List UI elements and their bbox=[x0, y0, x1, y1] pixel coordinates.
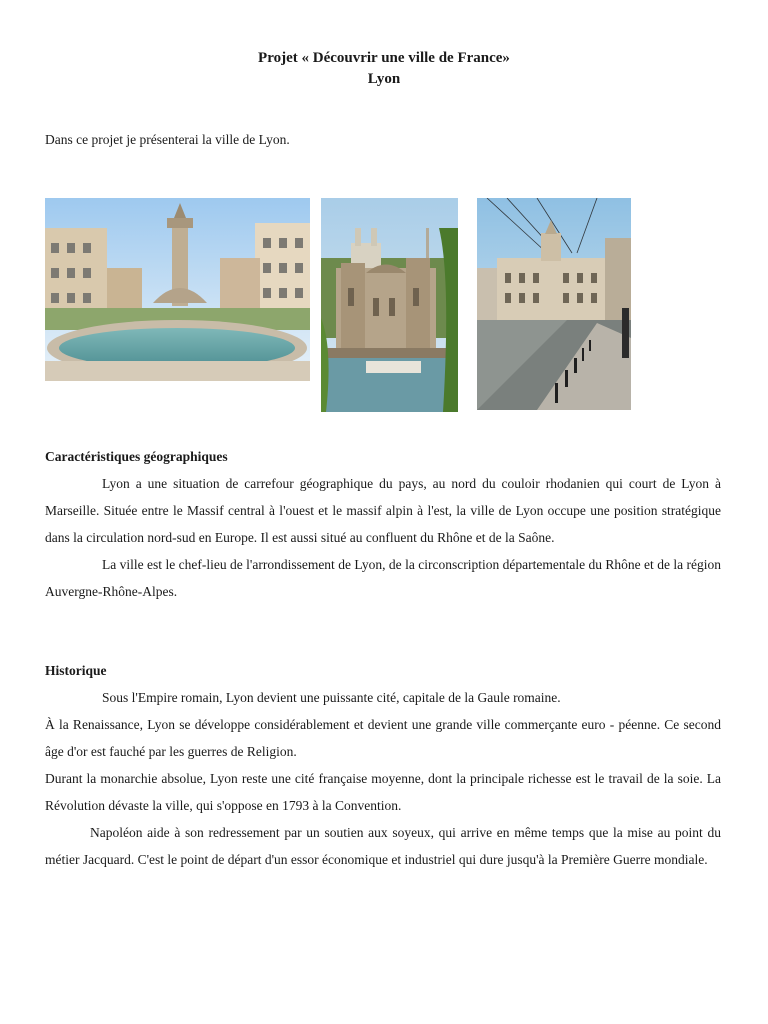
paragraph: Sous l'Empire romain, Lyon devient une puissante cité, capitale de la Gaule romaine. bbox=[102, 690, 561, 705]
paragraph: La ville est le chef-lieu de l'arrondissement de Lyon, de la circonscription départementale du Rhône et de la région Auvergne-Rhône-Alpes. bbox=[45, 557, 721, 599]
intro-sentence: Dans ce projet je présenterai la ville de Lyon. bbox=[45, 132, 290, 147]
document-title: Projet « Découvrir une ville de France» bbox=[258, 50, 510, 66]
section-geography bbox=[45, 443, 721, 605]
photo-cathedral-river bbox=[321, 198, 458, 412]
section-heading-geography: Caractéristiques géographiques bbox=[45, 449, 228, 464]
section-history bbox=[45, 657, 721, 873]
paragraph: Napoléon aide à son redressement par un soutien aux soyeux, qui arrive en même temps que la mise au point du métier Jacquard. C'est le point de départ d'un essor économique et industriel qui dure jusqu'à la Première Guerre mondiale. bbox=[45, 825, 721, 867]
photo-city-hall-street bbox=[477, 198, 631, 410]
paragraph: Durant la monarchie absolue, Lyon reste une cité française moyenne, dont la principale richesse est le travail de la soie. La Révolution dévaste la ville, qui s'oppose en 1793 à la Convention. bbox=[45, 771, 721, 813]
section-heading-history: Historique bbox=[45, 663, 107, 678]
paragraph: Lyon a une situation de carrefour géographique du pays, au nord du couloir rhodanien qui court de Lyon à Marseille. Située entre le Massif central à l'ouest et le massif alpin à l'est, la ville de Lyon occupe une position stratégique dans la circulation nord-sud en Europe. Il est aussi situé au confluent du Rhône et de la Saône. bbox=[45, 476, 721, 545]
document-subtitle-city: Lyon bbox=[367, 71, 401, 87]
photo-fountain-square bbox=[45, 198, 310, 381]
paragraph: À la Renaissance, Lyon se développe considérablement et devient une grande ville commerçante euro - péenne. Ce second âge d'or est fauché par les guerres de Religion. bbox=[45, 717, 721, 759]
